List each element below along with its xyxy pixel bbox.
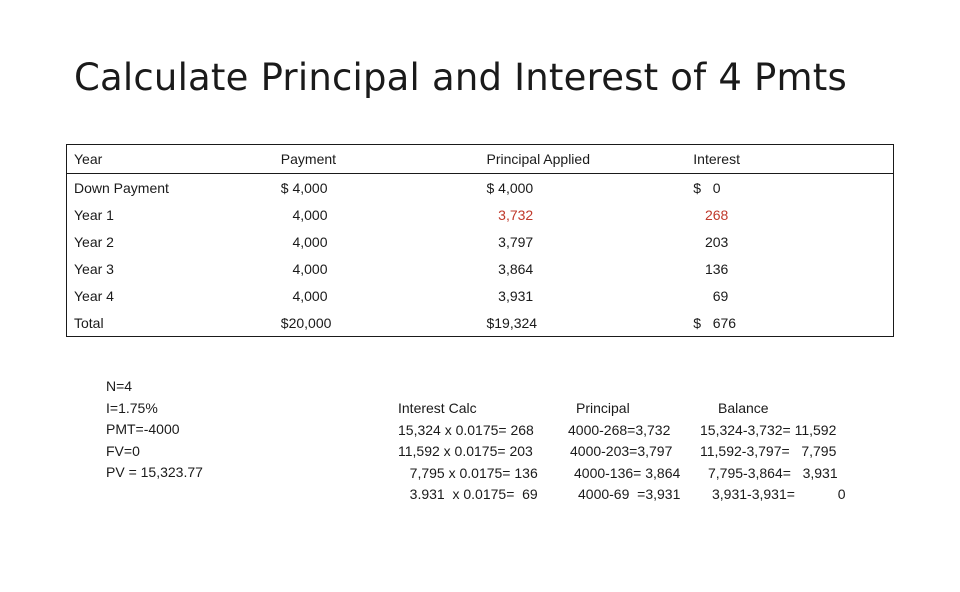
interest-cell: 69 xyxy=(693,287,729,304)
principal-cell: 3,931 xyxy=(486,287,534,304)
header-payment: Payment xyxy=(274,145,480,174)
var-pv: PV = 15,323.77 xyxy=(106,464,203,480)
calc-principal: 4000-268=3,732 xyxy=(568,421,671,438)
table-row xyxy=(67,255,894,282)
row-label: Year 3 xyxy=(74,260,114,277)
row-label: Year 1 xyxy=(74,206,114,223)
calc-principal: 4000-69 =3,931 xyxy=(578,486,681,502)
payment-cell: 4,000 xyxy=(280,287,328,304)
table-row-total xyxy=(67,309,894,337)
interest-cell: $ 0 xyxy=(693,179,721,196)
principal-cell: 3,864 xyxy=(486,260,534,277)
principal-cell: 3,732 xyxy=(486,206,534,223)
header-interest: Interest xyxy=(686,145,893,174)
row-label: Total xyxy=(74,314,104,331)
calculation-block xyxy=(398,398,846,506)
calc-balance: 3,931-3,931= 0 xyxy=(712,486,846,502)
calc-principal: 4000-136= 3,864 xyxy=(574,464,681,481)
interest-cell: 268 xyxy=(693,206,729,223)
table-header-row xyxy=(67,145,894,174)
calc-principal: 4000-203=3,797 xyxy=(570,443,673,459)
payment-cell: 4,000 xyxy=(280,260,328,277)
calc-row xyxy=(398,484,846,506)
var-fv: FV=0 xyxy=(106,442,140,459)
var-i: I=1.75% xyxy=(106,399,158,416)
amortization-table xyxy=(66,144,894,337)
payment-cell: $ 4,000 xyxy=(280,179,328,196)
row-label: Year 2 xyxy=(74,233,114,250)
tvm-variables xyxy=(106,376,203,484)
calc-balance: 7,795-3,864= 3,931 xyxy=(708,464,838,481)
table-row xyxy=(67,201,894,228)
payment-cell: $20,000 xyxy=(280,314,332,331)
calc-header-principal: Principal xyxy=(576,400,630,416)
calc-interest: 3.931 x 0.0175= 69 xyxy=(398,486,538,502)
interest-cell: $ 676 xyxy=(693,314,737,331)
principal-cell: $19,324 xyxy=(486,314,538,331)
calc-balance: 11,592-3,797= 7,795 xyxy=(700,443,837,459)
calc-header-balance: Balance xyxy=(718,400,769,416)
row-label: Year 4 xyxy=(74,287,114,304)
interest-cell: 203 xyxy=(693,233,729,250)
calc-interest: 15,324 x 0.0175= 268 xyxy=(398,421,534,438)
payment-cell: 4,000 xyxy=(280,233,328,250)
calc-header-interest: Interest Calc xyxy=(398,400,477,416)
table-row xyxy=(67,174,894,202)
calc-balance: 15,324-3,732= 11,592 xyxy=(700,421,837,438)
var-n: N=4 xyxy=(106,378,133,394)
payment-cell: 4,000 xyxy=(280,206,328,223)
principal-cell: $ 4,000 xyxy=(486,179,534,196)
principal-cell: 3,797 xyxy=(486,233,534,250)
table-row xyxy=(67,228,894,255)
table-row xyxy=(67,282,894,309)
calc-interest: 11,592 x 0.0175= 203 xyxy=(398,443,533,459)
calc-row xyxy=(398,463,838,485)
calc-row xyxy=(398,441,837,463)
row-label: Down Payment xyxy=(74,179,169,196)
calc-header-row xyxy=(398,398,769,420)
header-year: Year xyxy=(67,145,274,174)
header-principal-applied: Principal Applied xyxy=(479,145,686,174)
var-pmt: PMT=-4000 xyxy=(106,421,180,437)
calc-row xyxy=(398,420,837,442)
slide-title: Calculate Principal and Interest of 4 Pmts xyxy=(74,56,847,99)
calc-interest: 7,795 x 0.0175= 136 xyxy=(398,464,538,481)
interest-cell: 136 xyxy=(693,260,729,277)
